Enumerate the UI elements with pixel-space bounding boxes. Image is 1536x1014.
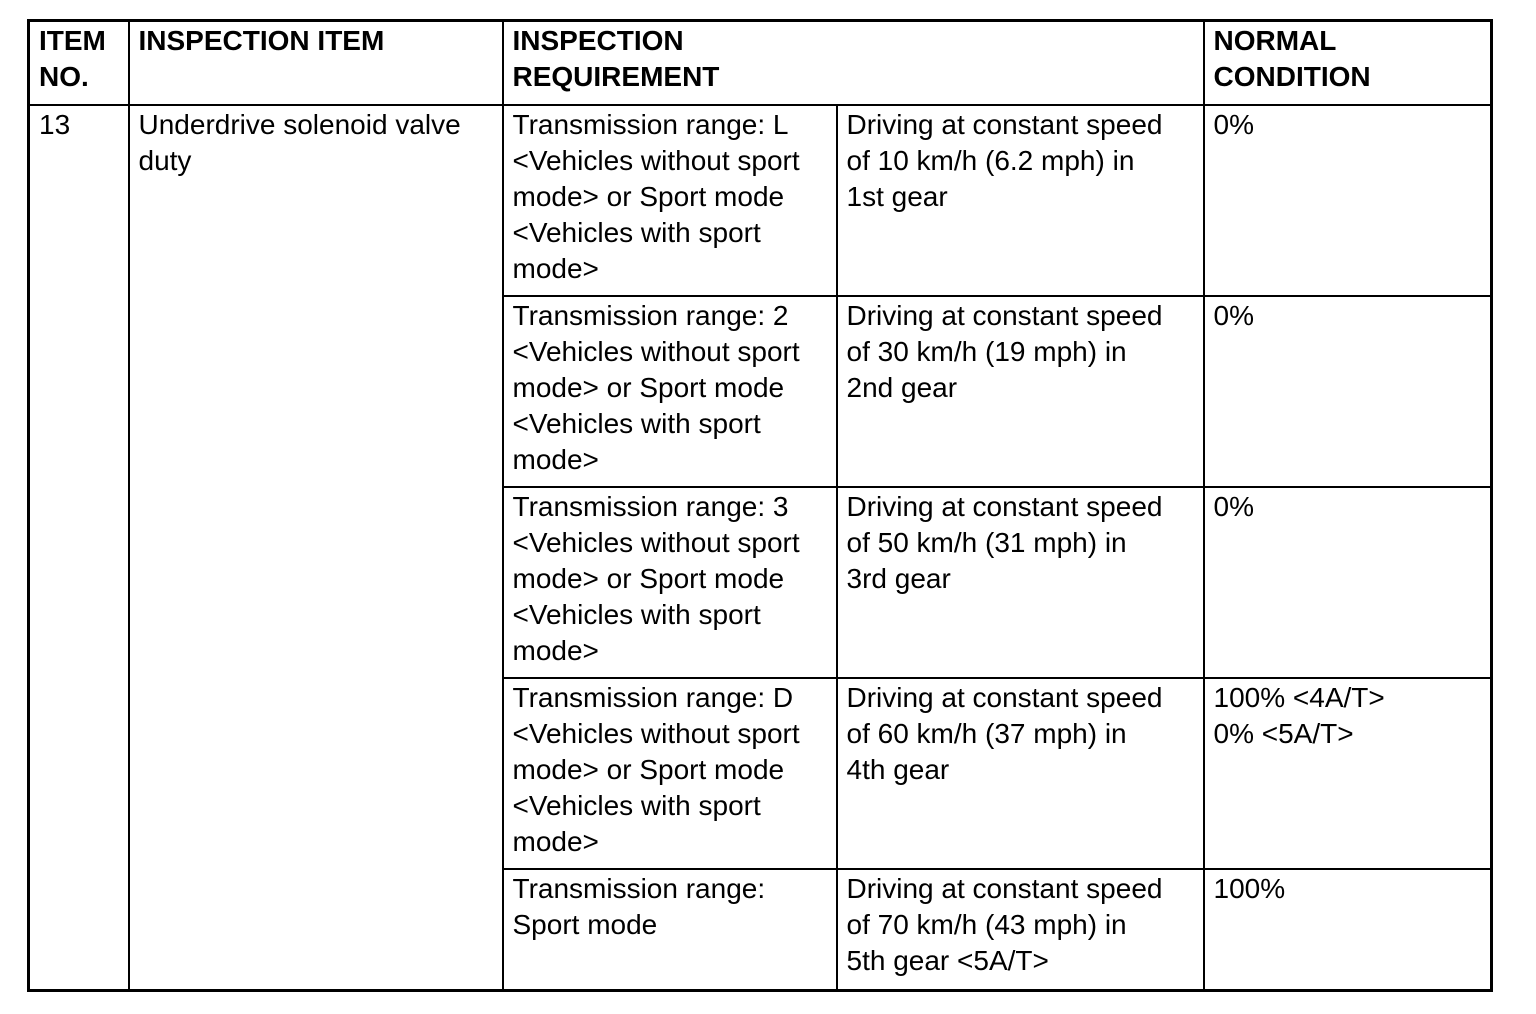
item-number-cell: 13 [29,105,129,991]
normal-condition-cell: 100% <4A/T> 0% <5A/T> [1204,678,1492,869]
normal-condition-cell: 0% [1204,487,1492,678]
header-inspection-requirement: INSPECTION REQUIREMENT [503,21,1204,105]
table-row [29,105,1492,296]
driving-condition-cell: Driving at constant speed of 60 km/h (37 mph) in 4th gear [837,678,1204,869]
driving-condition-cell: Driving at constant speed of 50 km/h (31 mph) in 3rd gear [837,487,1204,678]
inspection-table [27,19,1493,992]
normal-condition-cell: 0% [1204,296,1492,487]
normal-condition-cell: 100% [1204,869,1492,991]
normal-condition-cell: 0% [1204,105,1492,296]
driving-condition-cell: Driving at constant speed of 30 km/h (19 mph) in 2nd gear [837,296,1204,487]
transmission-range-cell: Transmission range: 3 <Vehicles without sport mode> or Sport mode <Vehicles with sport mode> [503,487,837,678]
table-header-row [29,21,1492,105]
header-item-no: ITEM NO. [29,21,129,105]
driving-condition-cell: Driving at constant speed of 70 km/h (43 mph) in 5th gear <5A/T> [837,869,1204,991]
transmission-range-cell: Transmission range: 2 <Vehicles without sport mode> or Sport mode <Vehicles with sport mode> [503,296,837,487]
transmission-range-cell: Transmission range: Sport mode [503,869,837,991]
transmission-range-cell: Transmission range: L <Vehicles without sport mode> or Sport mode <Vehicles with sport mode> [503,105,837,296]
header-inspection-item: INSPECTION ITEM [129,21,503,105]
driving-condition-cell: Driving at constant speed of 10 km/h (6.2 mph) in 1st gear [837,105,1204,296]
item-name-cell: Underdrive solenoid valve duty [129,105,503,991]
header-normal-condition: NORMAL CONDITION [1204,21,1492,105]
transmission-range-cell: Transmission range: D <Vehicles without sport mode> or Sport mode <Vehicles with sport mode> [503,678,837,869]
